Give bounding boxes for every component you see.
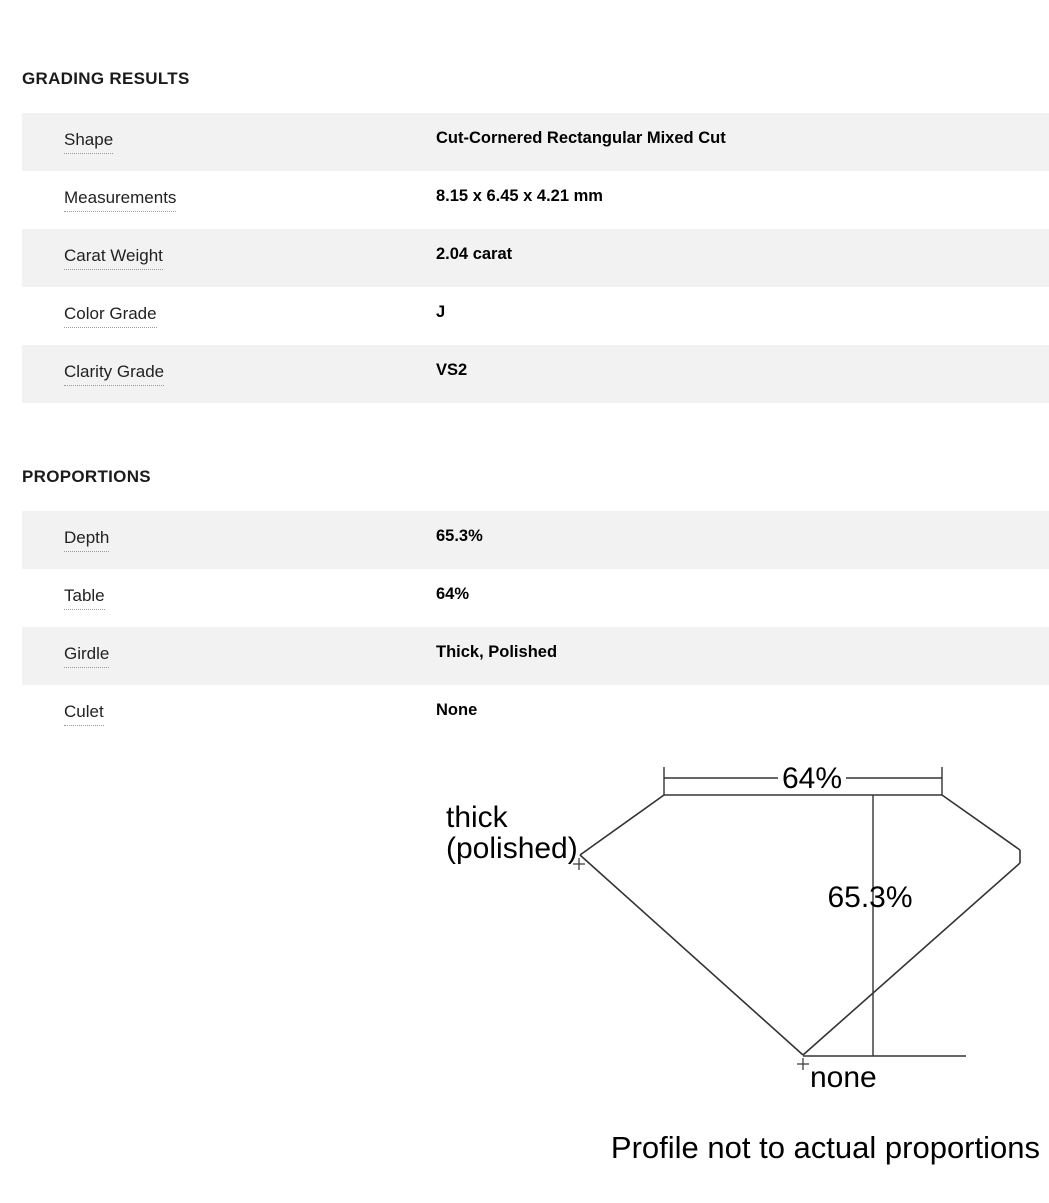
table-value: 64% — [436, 585, 470, 603]
carat-weight-label[interactable]: Carat Weight — [64, 246, 163, 270]
table-row-girdle — [22, 627, 1049, 685]
crown-left-edge — [580, 795, 664, 855]
color-grade-value: J — [436, 303, 446, 321]
depth-label[interactable]: Depth — [64, 528, 109, 552]
diagram-depth-label: 65.3% — [827, 881, 913, 914]
depth-measure-line — [803, 795, 966, 1056]
proportions-diagram — [430, 755, 1049, 1175]
diamond-outline — [580, 795, 1020, 1055]
pavilion-left-edge — [580, 855, 803, 1055]
diagram-table-label: 64% — [781, 762, 843, 795]
shape-value: Cut-Cornered Rectangular Mixed Cut — [436, 129, 726, 147]
measurements-label[interactable]: Measurements — [64, 188, 176, 212]
color-grade-label[interactable]: Color Grade — [64, 304, 157, 328]
grading-results-heading: GRADING RESULTS — [22, 69, 190, 88]
proportions-table — [22, 511, 1049, 743]
crown-right-edge — [942, 795, 1020, 850]
table-row-culet — [22, 685, 1049, 743]
culet-label[interactable]: Culet — [64, 702, 104, 726]
table-label[interactable]: Table — [64, 586, 105, 610]
girdle-label[interactable]: Girdle — [64, 644, 109, 668]
culet-value: None — [436, 701, 478, 719]
table-row-clarity-grade — [22, 345, 1049, 403]
table-row-carat-weight — [22, 229, 1049, 287]
carat-weight-value: 2.04 carat — [436, 245, 513, 263]
shape-label[interactable]: Shape — [64, 130, 113, 154]
table-row-shape — [22, 113, 1049, 171]
table-row-table — [22, 569, 1049, 627]
diagram-girdle-label-line1: thick — [446, 801, 508, 834]
clarity-grade-label[interactable]: Clarity Grade — [64, 362, 164, 386]
diagram-girdle-label-line2: (polished) — [446, 832, 578, 865]
table-row-color-grade — [22, 287, 1049, 345]
measurements-value: 8.15 x 6.45 x 4.21 mm — [436, 187, 603, 205]
marker-crosses — [573, 858, 809, 1070]
girdle-value: Thick, Polished — [436, 643, 558, 661]
diagram-caption: Profile not to actual proportions — [610, 1130, 1040, 1165]
depth-value: 65.3% — [436, 527, 483, 545]
table-row-measurements — [22, 171, 1049, 229]
diamond-profile-svg — [430, 755, 1049, 1175]
table-row-depth — [22, 511, 1049, 569]
diagram-culet-label: none — [810, 1061, 877, 1094]
grading-results-table — [22, 113, 1049, 403]
clarity-grade-value: VS2 — [436, 361, 468, 379]
proportions-heading: PROPORTIONS — [22, 467, 151, 486]
